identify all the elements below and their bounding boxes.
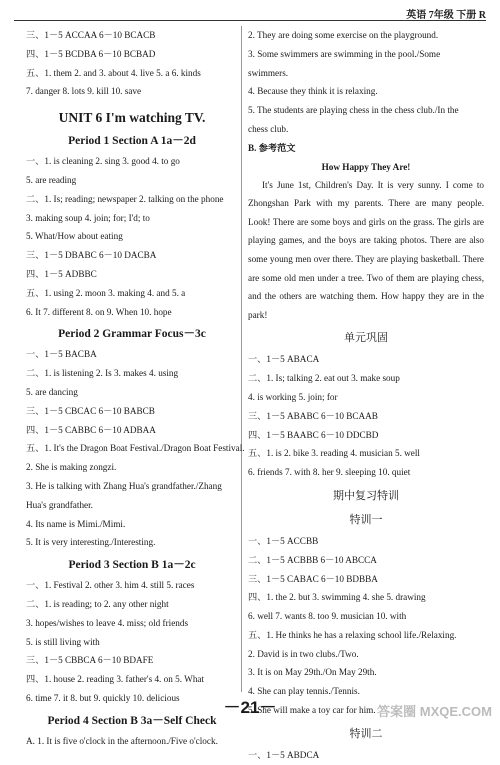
- page-header: 英语 7年级 下册 R: [406, 10, 486, 21]
- answer-line: 5. What/How about eating: [26, 231, 123, 242]
- answer-line: 3. He is talking with Zhang Hua's grandfather./Zhang: [26, 480, 222, 491]
- answer-line: 4. is working 5. join; for: [248, 391, 338, 402]
- answer-line: 五、1. is 2. bike 3. reading 4. musician 5. well: [248, 448, 420, 459]
- answer-line: 7. danger 8. lots 9. kill 10. save: [26, 86, 142, 97]
- sample-essay-label: B. 参考范文: [248, 142, 296, 153]
- answer-line: 一、1－5 ABDCA: [248, 749, 320, 760]
- answer-line: 5. It is very interesting./Interesting.: [26, 537, 156, 548]
- unit-title: UNIT 6 I'm watching TV.: [58, 110, 206, 126]
- answer-line: 四、1－5 BCDBA 6－10 BCBAD: [26, 48, 156, 59]
- answer-line: 五、1. It's the Dragon Boat Festival./Dragon Boat Festival.: [26, 443, 245, 454]
- answer-line: 一、1－5 ABACA: [248, 354, 320, 365]
- right-column: [248, 26, 484, 765]
- header-rule: [14, 20, 486, 21]
- essay-title: How Happy They Are!: [321, 161, 411, 172]
- midterm-title: 期中复习特训: [333, 488, 399, 502]
- answer-line: 2. She is making zongzi.: [26, 462, 117, 473]
- watermark-logo: 答案圈 MXQE.COM: [377, 704, 492, 719]
- training-1-title: 特训一: [349, 512, 383, 526]
- answer-line: 6. well 7. wants 8. too 9. musician 10. with: [248, 611, 407, 622]
- essay-body: It's June 1st, Children's Day. It is very sunny. I come to Zhongshan Park with my parents. There are many people. Look! There are some boys and girls on the grass. The girls are playing games, and the boys are taking photos. There are also some young men over there. They are playing basketball. There are some old men under a tree. Two of them are playing chess, and the others are watching them. How happy they are in the park!: [248, 179, 484, 320]
- answer-line: 5. are dancing: [26, 386, 78, 397]
- answer-line: 5. are reading: [26, 174, 77, 185]
- answer-line: 3. Some swimmers are swimming in the pool./Some: [248, 48, 441, 59]
- period-1-title: Period 1 Section A 1a－2d: [68, 135, 196, 148]
- answer-line: 三、1－5 CABAC 6－10 BDBBA: [248, 573, 378, 584]
- answer-line: Hua's grandfather.: [26, 499, 93, 510]
- answer-line: 4. Because they think it is relaxing.: [248, 86, 378, 97]
- answer-line: 6. friends 7. with 8. her 9. sleeping 10. quiet: [248, 467, 411, 478]
- answer-line: 二、1－5 ACBBB 6－10 ABCCA: [248, 554, 377, 565]
- answer-line: 四、1. the 2. but 3. swimming 4. she 5. drawing: [248, 592, 426, 603]
- period-3-title: Period 3 Section B 1a－2c: [68, 559, 196, 572]
- answer-line: 3. It is on May 29th./On May 29th.: [248, 667, 377, 678]
- review-title: 单元巩固: [344, 331, 388, 345]
- answer-line: 3. making soup 4. join; for; I'd; to: [26, 212, 150, 223]
- period-2-title: Period 2 Grammar Focus－3c: [58, 328, 206, 341]
- answer-line: 一、1－5 ACCBB: [248, 535, 319, 546]
- training-2-title: 特训二: [349, 726, 383, 740]
- answer-line: 一、1. is cleaning 2. sing 3. good 4. to go: [26, 156, 180, 167]
- answer-line: 一、1－5 BACBA: [26, 349, 97, 360]
- answer-line: A. 1. It is five o'clock in the afternoon./Five o'clock.: [26, 735, 218, 746]
- answer-line: 5. is still living with: [26, 636, 100, 647]
- left-column: [26, 26, 245, 751]
- answer-line: 五、1. them 2. and 3. about 4. live 5. a 6. kinds: [26, 67, 201, 78]
- answer-line: 二、1. is listening 2. Is 3. makes 4. using: [26, 368, 179, 379]
- answer-line: 四、1－5 CABBC 6－10 ADBAA: [26, 424, 156, 435]
- answer-line: 四、1－5 ADBBC: [26, 268, 97, 279]
- answer-line: 三、1－5 CBBCA 6－10 BDAFE: [26, 655, 154, 666]
- answer-line: 4. She can play tennis./Tennis.: [248, 686, 360, 697]
- answer-line: chess club.: [248, 123, 289, 134]
- answer-line: swimmers.: [248, 67, 289, 78]
- answer-line: 4. Its name is Mimi./Mimi.: [26, 518, 126, 529]
- answer-line: 6. time 7. it 8. but 9. quickly 10. delicious: [26, 692, 180, 703]
- answer-line: 五、1. using 2. moon 3. making 4. and 5. a: [26, 287, 186, 298]
- answer-line: 3. hopes/wishes to leave 4. miss; old friends: [26, 617, 189, 628]
- answer-line: 四、1. house 2. reading 3. father's 4. on 5. What: [26, 674, 205, 685]
- answer-line: 二、1. Is; reading; newspaper 2. talking on the phone: [26, 193, 224, 204]
- answer-line: 三、1－5 ABABC 6－10 BCAAB: [248, 410, 378, 421]
- answer-line: 2. They are doing some exercise on the playground.: [248, 30, 439, 40]
- column-divider: [241, 26, 242, 692]
- period-4-title: Period 4 Section B 3a－Self Check: [47, 714, 217, 727]
- answer-line: 一、1. Festival 2. other 3. him 4. still 5. races: [26, 580, 195, 591]
- answer-line: 三、1－5 DBABC 6－10 DACBA: [26, 250, 157, 261]
- answer-line: 5. She will make a toy car for him.: [248, 705, 376, 716]
- answer-line: 三、1－5 ACCAA 6－10 BCACB: [26, 30, 156, 40]
- answer-line: 2. David is in two clubs./Two.: [248, 648, 359, 659]
- answer-line: 二、1. Is; talking 2. eat out 3. make soup: [248, 373, 400, 384]
- answer-line: 五、1. He thinks he has a relaxing school life./Relaxing.: [248, 629, 457, 640]
- page-number: －21－: [223, 698, 277, 717]
- answer-line: 6. It 7. different 8. on 9. When 10. hope: [26, 306, 172, 317]
- answer-line: 三、1－5 CBCAC 6－10 BABCB: [26, 405, 155, 416]
- answer-line: 二、1. is reading; to 2. any other night: [26, 598, 169, 609]
- answer-line: 5. The students are playing chess in the chess club./In the: [248, 105, 459, 116]
- answer-line: 四、1－5 BAABC 6－10 DDCBD: [248, 429, 379, 440]
